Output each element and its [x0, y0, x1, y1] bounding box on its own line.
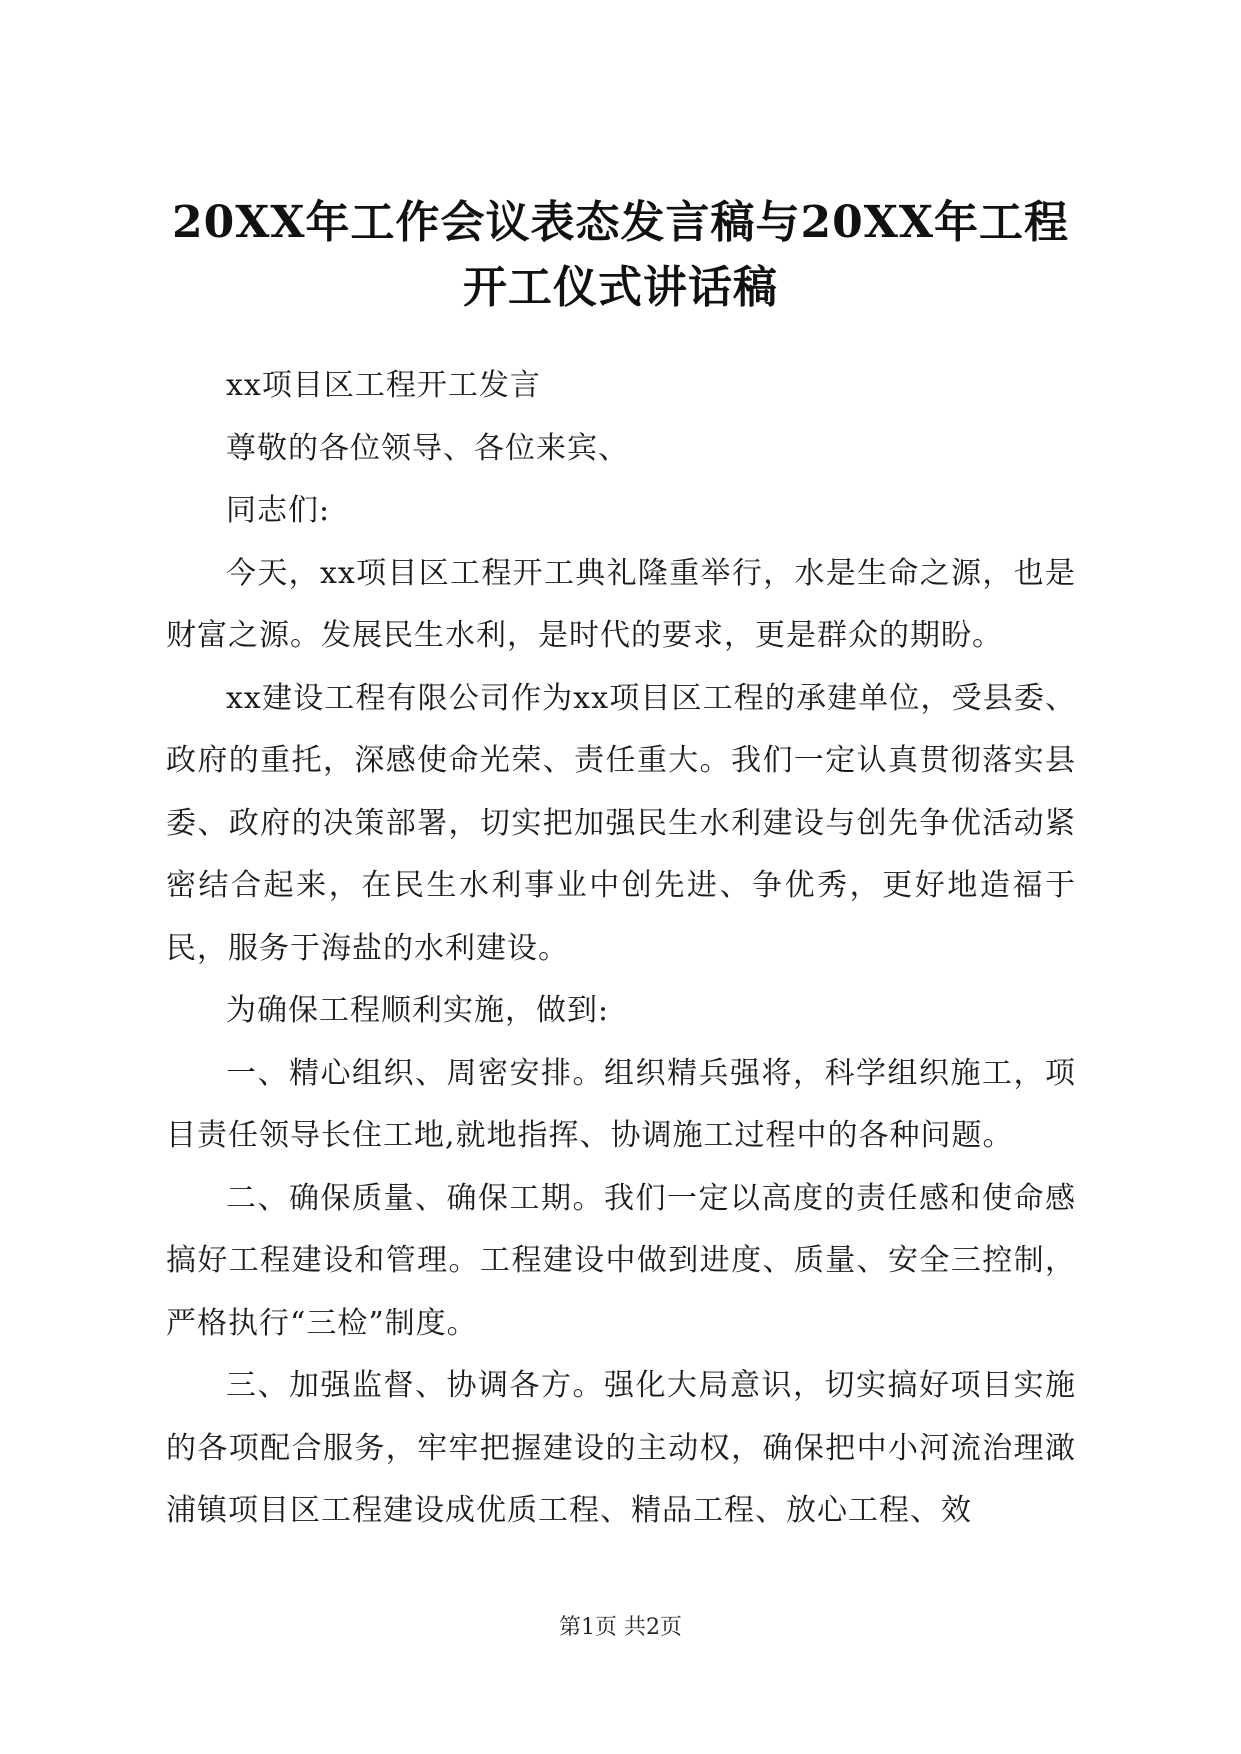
- document-title: 20XX年工作会议表态发言稿与20XX年工程开工仪式讲话稿: [171, 197, 1069, 313]
- paragraph-salutation: 尊敬的各位领导、各位来宾、: [226, 430, 629, 466]
- paragraph-salutation-2: 同志们:: [226, 493, 331, 528]
- paragraph: 三、加强监督、协调各方。强化大局意识，切实搞好项目实施的各项配合服务，牢牢把握建设的主动权，确保把中小河流治理澉浦镇项目区工程建设成优质工程、精品工程、放心工程、效: [166, 1368, 1076, 1528]
- paragraph: 二、确保质量、确保工期。我们一定以高度的责任感和使命感搞好工程建设和管理。工程建设中做到进度、质量、安全三控制，严格执行“三检”制度。: [166, 1180, 1076, 1341]
- paragraph-heading: xx项目区工程开工发言: [226, 368, 541, 403]
- paragraph: 今天，xx项目区工程开工典礼隆重举行，水是生命之源，也是财富之源。发展民生水利，是时代的要求，更是群众的期盼。: [166, 555, 1076, 653]
- paragraph: 为确保工程顺利实施，做到:: [226, 993, 610, 1028]
- page-number-footer: 第1页 共2页: [559, 1615, 682, 1640]
- document-body: [166, 355, 1076, 1543]
- paragraph: 一、精心组织、周密安排。组织精兵强将，科学组织施工，项目责任领导长住工地,就地指挥、协调施工过程中的各种问题。: [166, 1055, 1076, 1153]
- paragraph: xx建设工程有限公司作为xx项目区工程的承建单位，受县委、政府的重托，深感使命光荣、责任重大。我们一定认真贯彻落实县委、政府的决策部署，切实把加强民生水利建设与创先争优活动紧密结合起来，在民生水利事业中创先进、争优秀，更好地造福于民，服务于海盐的水利建设。: [166, 680, 1076, 966]
